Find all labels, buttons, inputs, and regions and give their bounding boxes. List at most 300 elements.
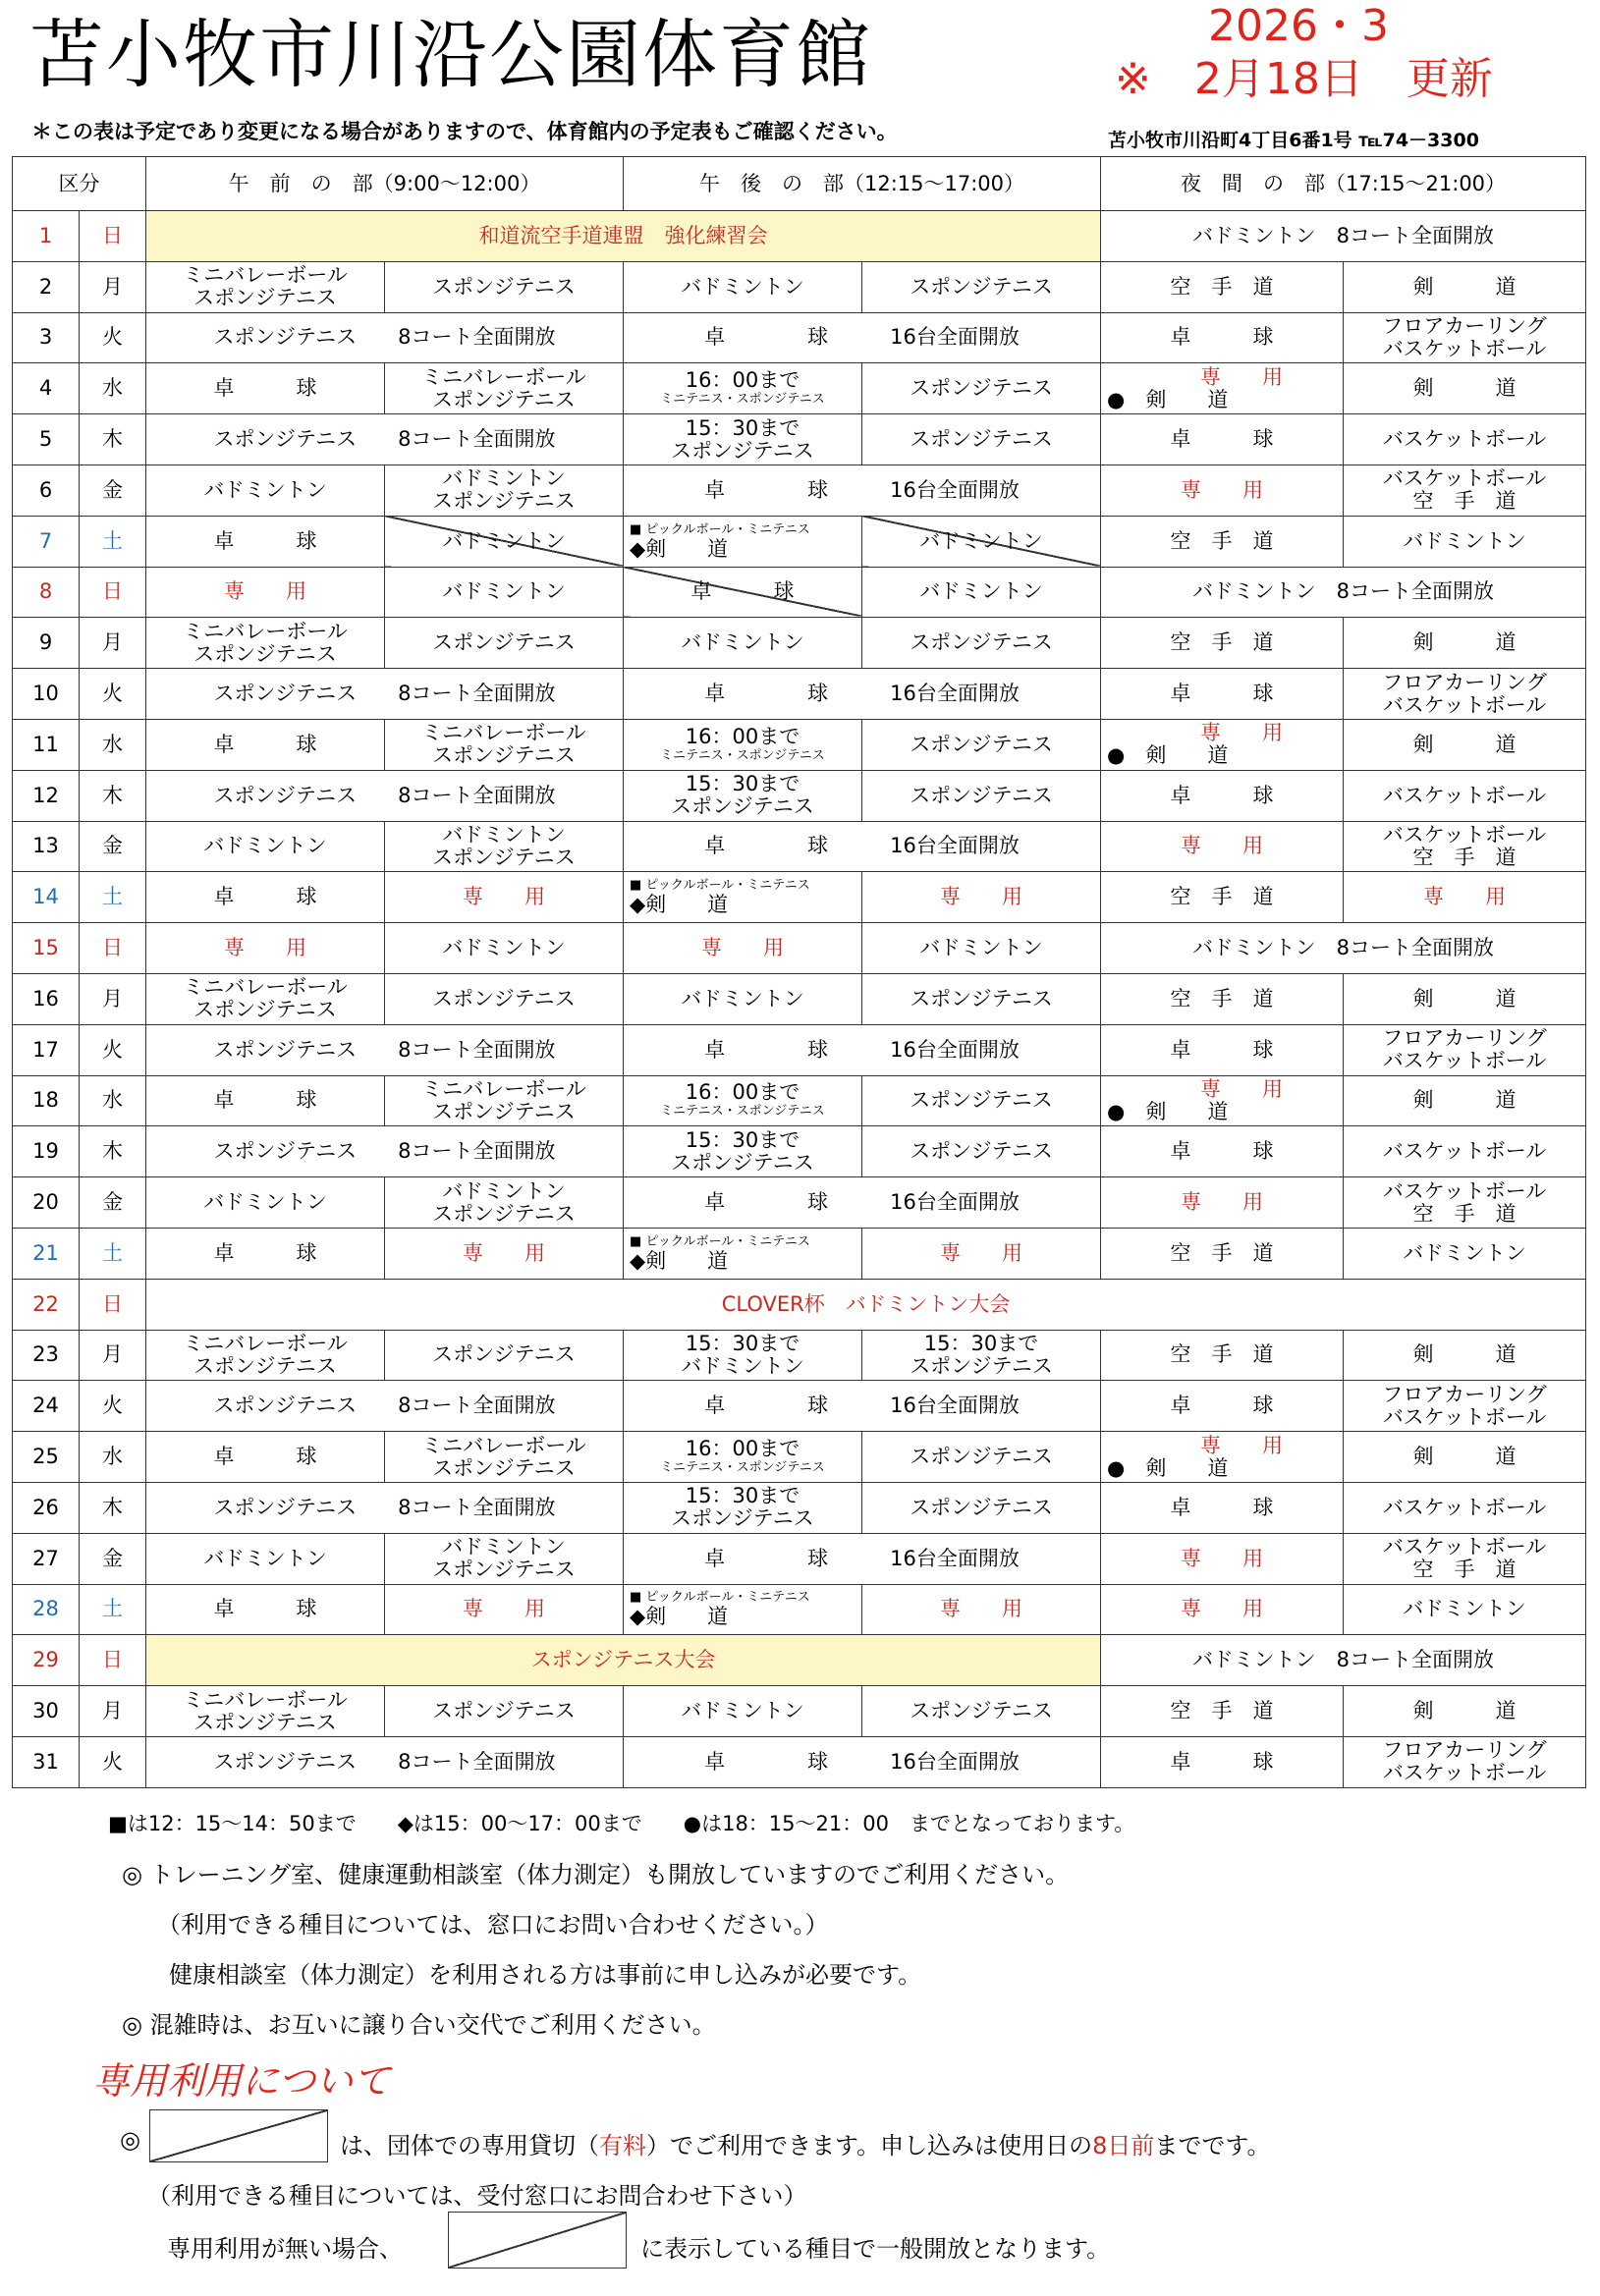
weekday: 月 xyxy=(80,1686,146,1737)
slot-line: 空 手 道 xyxy=(1412,1201,1517,1226)
schedule-cell: 剣 道 xyxy=(1344,973,1586,1024)
schedule-cell: バドミントン xyxy=(862,923,1101,974)
slot-line: バスケットボール xyxy=(1382,1049,1547,1073)
schedule-cell: 卓 球 xyxy=(146,719,385,770)
day-number: 29 xyxy=(13,1635,80,1686)
schedule-cell xyxy=(385,363,624,414)
table-row xyxy=(13,261,1586,312)
schedule-cell: 卓 球 xyxy=(146,1228,385,1279)
slot-line: バスケットボール xyxy=(1382,1535,1547,1559)
schedule-cell: 卓 球 xyxy=(146,872,385,923)
schedule-cell: バドミントン xyxy=(146,465,385,516)
slot-line: 16：00まで xyxy=(685,1080,800,1105)
day-number: 12 xyxy=(13,770,80,821)
schedule-cell: バスケットボール xyxy=(1344,414,1586,465)
slot-line: 15：30まで xyxy=(685,772,800,796)
weekday: 日 xyxy=(80,567,146,618)
schedule-cell xyxy=(385,719,624,770)
note-crowding: ◎ 混雑時は、お互いに譲り合い交代でご利用ください。 xyxy=(122,2011,716,2039)
schedule-cell: 空 手 道 xyxy=(1101,973,1344,1024)
slot-line: バドミントン xyxy=(681,1353,804,1378)
slot-line: フロアカーリング xyxy=(1382,670,1547,694)
schedule-cell xyxy=(1101,1432,1344,1483)
schedule-cell: スポンジテニス 8コート全面開放 xyxy=(146,1126,624,1177)
schedule-cell: バドミントン xyxy=(1344,516,1586,567)
slot-line: バドミントン xyxy=(442,822,566,847)
table-row xyxy=(13,211,1586,262)
header-morning: 午 前 の 部（9:00～12:00） xyxy=(146,157,624,211)
schedule-cell: 専 用 xyxy=(862,1228,1101,1279)
weekday: 金 xyxy=(80,1533,146,1584)
schedule-cell: スポンジテニス 8コート全面開放 xyxy=(146,414,624,465)
schedule-cell: スポンジテニス xyxy=(385,973,624,1024)
schedule-cell: 卓 球 xyxy=(1101,1482,1344,1533)
schedule-cell: スポンジテニス 8コート全面開放 xyxy=(146,1482,624,1533)
day-number: 11 xyxy=(13,719,80,770)
weekday: 日 xyxy=(80,923,146,974)
table-row xyxy=(13,312,1586,363)
schedule-cell: スポンジテニス xyxy=(862,770,1101,821)
schedule-cell: バドミントン xyxy=(862,567,1101,618)
slot-line: ◆剣 道 xyxy=(630,1248,729,1273)
table-row xyxy=(13,1432,1586,1483)
schedule-cell: バドミントン xyxy=(385,923,624,974)
slot-line: スポンジテニス xyxy=(432,387,576,411)
table-row xyxy=(13,1330,1586,1381)
table-row xyxy=(13,618,1586,669)
weekday: 日 xyxy=(80,211,146,262)
table-row xyxy=(13,516,1586,567)
schedule-cell xyxy=(624,1126,862,1177)
schedule-cell: 卓 球 16台全面開放 xyxy=(624,1177,1101,1229)
day-number: 2 xyxy=(13,261,80,312)
table-row xyxy=(13,1381,1586,1432)
schedule-cell: 専 用 xyxy=(862,1584,1101,1635)
schedule-cell: 専 用 xyxy=(1101,1533,1344,1584)
day-number: 14 xyxy=(13,872,80,923)
schedule-cell: 卓 球 xyxy=(624,567,862,618)
weekday: 水 xyxy=(80,719,146,770)
day-number: 15 xyxy=(13,923,80,974)
schedule-cell: 空 手 道 xyxy=(1101,516,1344,567)
schedule-cell xyxy=(146,1330,385,1381)
schedule-cell: 空 手 道 xyxy=(1101,872,1344,923)
schedule-cell: スポンジテニス xyxy=(862,363,1101,414)
day-number: 6 xyxy=(13,465,80,516)
schedule-cell: 専 用 xyxy=(385,1228,624,1279)
schedule-cell xyxy=(624,770,862,821)
slot-line: スポンジテニス xyxy=(193,641,337,666)
ex-general-open: に表示している種目で一般開放となります。 xyxy=(640,2235,1111,2263)
ex-no-exclusive: 専用利用が無い場合、 xyxy=(167,2235,403,2263)
schedule-cell: 卓 球 xyxy=(146,516,385,567)
slot-line: バスケットボール xyxy=(1382,1178,1547,1203)
weekday: 火 xyxy=(80,1024,146,1075)
schedule-cell: バスケットボール xyxy=(1344,1126,1586,1177)
schedule-cell: 卓 球 xyxy=(1101,1024,1344,1075)
slot-line: 空 手 道 xyxy=(1412,489,1517,514)
slot-line: ミニバレーボール xyxy=(183,1687,348,1712)
schedule-cell: 剣 道 xyxy=(1344,719,1586,770)
schedule-cell xyxy=(146,973,385,1024)
schedule-cell: 卓 球 16台全面開放 xyxy=(624,1381,1101,1432)
schedule-cell xyxy=(146,1686,385,1737)
all-day-event: CLOVER杯 バドミントン大会 xyxy=(146,1279,1586,1330)
schedule-cell: 専 用 xyxy=(1101,1584,1344,1635)
slot-line: バスケットボール xyxy=(1382,822,1547,847)
weekday: 土 xyxy=(80,1584,146,1635)
schedule-cell: 専 用 xyxy=(1101,465,1344,516)
weekday: 月 xyxy=(80,973,146,1024)
schedule-cell xyxy=(1344,669,1586,720)
schedule-cell: 空 手 道 xyxy=(1101,1330,1344,1381)
slot-line: ● 剣 道 xyxy=(1107,387,1229,411)
ex-mark: ◎ xyxy=(120,2126,140,2154)
weekday: 水 xyxy=(80,1075,146,1126)
weekday: 木 xyxy=(80,770,146,821)
schedule-cell: 剣 道 xyxy=(1344,1432,1586,1483)
weekday: 木 xyxy=(80,1126,146,1177)
schedule-cell: スポンジテニス xyxy=(862,1686,1101,1737)
table-row xyxy=(13,719,1586,770)
schedule-cell xyxy=(385,1533,624,1584)
slot-line: ミニバレーボール xyxy=(421,1076,586,1101)
table-row xyxy=(13,872,1586,923)
schedule-cell: 卓 球 xyxy=(146,1584,385,1635)
schedule-cell: スポンジテニス xyxy=(862,1126,1101,1177)
schedule-cell: 専 用 xyxy=(862,872,1101,923)
table-row xyxy=(13,973,1586,1024)
slot-line: バスケットボール xyxy=(1382,1761,1547,1785)
table-row xyxy=(13,1584,1586,1635)
slot-line: ミニバレーボール xyxy=(183,975,348,1000)
day-number: 27 xyxy=(13,1533,80,1584)
slot-line: ● 剣 道 xyxy=(1107,1455,1229,1480)
schedule-cell: 卓 球 xyxy=(1101,1126,1344,1177)
schedule-cell: 卓 球 xyxy=(146,1075,385,1126)
day-number: 10 xyxy=(13,669,80,720)
day-number: 9 xyxy=(13,618,80,669)
table-row xyxy=(13,465,1586,516)
schedule-cell: スポンジテニス xyxy=(385,618,624,669)
schedule-cell: スポンジテニス xyxy=(862,618,1101,669)
schedule-cell: バドミントン xyxy=(1344,1584,1586,1635)
weekday: 木 xyxy=(80,414,146,465)
table-row xyxy=(13,1126,1586,1177)
schedule-cell: 卓 球 16台全面開放 xyxy=(624,821,1101,872)
day-number: 7 xyxy=(13,516,80,567)
schedule-cell xyxy=(385,1432,624,1483)
weekday: 火 xyxy=(80,1736,146,1787)
weekday: 土 xyxy=(80,516,146,567)
slot-line: ミニバレーボール xyxy=(421,364,586,389)
schedule-cell: バドミントン xyxy=(385,516,624,567)
weekday: 土 xyxy=(80,1228,146,1279)
exclusive-rental-note: は、団体での専用貸切（有料）でご利用できます。申し込みは使用日の8日前までです。 xyxy=(340,2132,1271,2159)
slot-line: 空 手 道 xyxy=(1412,1558,1517,1582)
schedule-cell: バドミントン xyxy=(1344,1228,1586,1279)
schedule-table xyxy=(12,156,1586,1788)
schedule-cell: スポンジテニス 8コート全面開放 xyxy=(146,312,624,363)
schedule-cell xyxy=(1344,312,1586,363)
diagonal-box-sample-2 xyxy=(448,2212,627,2269)
day-number: 5 xyxy=(13,414,80,465)
slot-line: スポンジテニス xyxy=(432,1455,576,1480)
schedule-cell xyxy=(1101,1075,1344,1126)
day-number: 18 xyxy=(13,1075,80,1126)
schedule-cell xyxy=(624,1228,862,1279)
schedule-cell: バドミントン xyxy=(624,261,862,312)
schedule-cell: スポンジテニス 8コート全面開放 xyxy=(146,669,624,720)
schedule-cell: 剣 道 xyxy=(1344,1330,1586,1381)
slot-line: ミニバレーボール xyxy=(183,263,348,288)
slot-line: バスケットボール xyxy=(1382,466,1547,491)
schedule-cell: 専 用 xyxy=(146,923,385,974)
ex-inquiry: （利用できる種目については、受付窓口にお問合わせ下さい） xyxy=(147,2182,807,2210)
slot-line: 15：30まで xyxy=(685,1331,800,1355)
schedule-cell xyxy=(624,872,862,923)
slot-line: バドミントン xyxy=(442,1178,566,1203)
schedule-cell xyxy=(624,414,862,465)
day-number: 28 xyxy=(13,1584,80,1635)
slot-line: ミニテニス・スポンジテニス xyxy=(660,392,825,408)
slot-line: スポンジテニス xyxy=(671,438,814,463)
schedule-cell: スポンジテニス xyxy=(862,1075,1101,1126)
schedule-cell xyxy=(624,1432,862,1483)
slot-line: フロアカーリング xyxy=(1382,313,1547,338)
schedule-cell: 専 用 xyxy=(1101,821,1344,872)
schedule-notice: ＊この表は予定であり変更になる場合がありますので、体育館内の予定表もご確認ください。 xyxy=(31,120,898,143)
slot-line: 16：00まで xyxy=(685,1437,800,1461)
schedule-cell: 卓 球 16台全面開放 xyxy=(624,312,1101,363)
schedule-cell xyxy=(146,618,385,669)
slot-line: スポンジテニス xyxy=(432,845,576,869)
day-number: 4 xyxy=(13,363,80,414)
slot-line: 15：30まで xyxy=(685,1484,800,1508)
slot-line: ミニテニス・スポンジテニス xyxy=(660,1460,825,1476)
schedule-cell xyxy=(624,719,862,770)
schedule-cell: バドミントン xyxy=(146,1177,385,1229)
schedule-cell: スポンジテニス xyxy=(862,973,1101,1024)
slot-line: バドミントン xyxy=(442,1535,566,1559)
slot-line: 15：30まで xyxy=(685,415,800,440)
schedule-cell xyxy=(385,465,624,516)
weekday: 土 xyxy=(80,872,146,923)
slot-line: ミニバレーボール xyxy=(183,619,348,643)
slot-line: スポンジテニス xyxy=(671,1506,814,1531)
schedule-cell: 卓 球 xyxy=(1101,414,1344,465)
schedule-cell: バドミントン xyxy=(624,973,862,1024)
event-cell: 和道流空手道連盟 強化練習会 xyxy=(146,211,1101,262)
slot-line: スポンジテニス xyxy=(432,743,576,768)
schedule-cell xyxy=(1101,363,1344,414)
table-row xyxy=(13,1228,1586,1279)
schedule-cell: スポンジテニス xyxy=(862,1482,1101,1533)
table-row xyxy=(13,363,1586,414)
schedule-cell: 卓 球 16台全面開放 xyxy=(624,1024,1101,1075)
time-legend: ■は12：15～14：50まで ◆は15：00～17：00まで ●は18：15～21：00 までとなっております。 xyxy=(108,1812,1135,1835)
table-row xyxy=(13,567,1586,618)
weekday: 日 xyxy=(80,1279,146,1330)
slot-line: バスケットボール xyxy=(1382,1404,1547,1429)
schedule-cell xyxy=(146,261,385,312)
day-number: 1 xyxy=(13,211,80,262)
schedule-cell: 卓 球 16台全面開放 xyxy=(624,669,1101,720)
schedule-cell xyxy=(385,1075,624,1126)
note-fitness-test: 健康相談室（体力測定）を利用される方は事前に申し込みが必要です。 xyxy=(169,1961,922,1989)
table-row xyxy=(13,1736,1586,1787)
page-title: 苫小牧市川沿公園体育館 xyxy=(29,11,872,98)
table-row xyxy=(13,1177,1586,1229)
schedule-cell xyxy=(1344,821,1586,872)
slot-line: スポンジテニス xyxy=(193,1710,337,1734)
note-inquiry: （利用できる種目については、窓口にお問い合わせください。） xyxy=(157,1911,829,1939)
event-cell: スポンジテニス大会 xyxy=(146,1635,1101,1686)
schedule-cell xyxy=(1344,1533,1586,1584)
schedule-cell: 剣 道 xyxy=(1344,618,1586,669)
schedule-cell xyxy=(624,363,862,414)
schedule-cell: スポンジテニス 8コート全面開放 xyxy=(146,1736,624,1787)
schedule-cell: 専 用 xyxy=(385,872,624,923)
table-row xyxy=(13,1279,1586,1330)
day-number: 20 xyxy=(13,1177,80,1229)
diagonal-box-sample xyxy=(149,2109,328,2162)
schedule-cell: 卓 球 xyxy=(1101,669,1344,720)
slot-line: 16：00まで xyxy=(685,368,800,393)
facility-address: 苫小牧市川沿町4丁目6番1号 ℡74－3300 xyxy=(1108,130,1479,151)
note-training-room: ◎ トレーニング室、健康運動相談室（体力測定）も開放していますのでご利用ください。 xyxy=(122,1861,1070,1888)
schedule-cell xyxy=(624,1584,862,1635)
schedule-cell: バスケットボール xyxy=(1344,770,1586,821)
schedule-cell: 卓 球 xyxy=(1101,770,1344,821)
slot-line: ◆剣 道 xyxy=(630,536,729,561)
schedule-cell: 専 用 xyxy=(1344,872,1586,923)
schedule-cell: 卓 球 16台全面開放 xyxy=(624,1533,1101,1584)
day-number: 25 xyxy=(13,1432,80,1483)
slot-line: ■ ピックルボール・ミニテニス xyxy=(630,1590,810,1606)
table-header-row xyxy=(13,157,1586,211)
slot-line: 15：30まで xyxy=(685,1127,800,1152)
day-number: 3 xyxy=(13,312,80,363)
schedule-cell: 剣 道 xyxy=(1344,1686,1586,1737)
schedule-cell: バドミントン xyxy=(146,1533,385,1584)
weekday: 月 xyxy=(80,1330,146,1381)
slot-line: スポンジテニス xyxy=(432,1558,576,1582)
schedule-cell: 空 手 道 xyxy=(1101,1686,1344,1737)
slot-line: ミニバレーボール xyxy=(421,1433,586,1457)
weekday: 火 xyxy=(80,669,146,720)
schedule-cell: 専 用 xyxy=(1101,1177,1344,1229)
schedule-cell: スポンジテニス 8コート全面開放 xyxy=(146,1381,624,1432)
schedule-cell: 空 手 道 xyxy=(1101,1228,1344,1279)
table-row xyxy=(13,669,1586,720)
slot-line: フロアカーリング xyxy=(1382,1026,1547,1051)
day-number: 26 xyxy=(13,1482,80,1533)
slot-line: 16：00まで xyxy=(685,724,800,748)
slot-line: フロアカーリング xyxy=(1382,1738,1547,1763)
schedule-cell: 剣 道 xyxy=(1344,261,1586,312)
day-number: 13 xyxy=(13,821,80,872)
schedule-cell: スポンジテニス xyxy=(862,719,1101,770)
weekday: 月 xyxy=(80,261,146,312)
header-kubun: 区分 xyxy=(13,157,146,211)
schedule-cell: スポンジテニス 8コート全面開放 xyxy=(146,1024,624,1075)
slot-line: 専 用 xyxy=(1200,721,1284,745)
table-row xyxy=(13,821,1586,872)
table-row xyxy=(13,1533,1586,1584)
weekday: 火 xyxy=(80,312,146,363)
schedule-cell: 卓 球 xyxy=(146,363,385,414)
weekday: 火 xyxy=(80,1381,146,1432)
schedule-cell: スポンジテニス xyxy=(385,261,624,312)
slot-line: スポンジテニス xyxy=(671,794,814,819)
schedule-cell xyxy=(1344,1177,1586,1229)
slot-line: 専 用 xyxy=(1200,1076,1284,1101)
slot-line: 空 手 道 xyxy=(1412,845,1517,869)
slot-line: スポンジテニス xyxy=(193,1353,337,1378)
slot-line: バスケットボール xyxy=(1382,336,1547,360)
schedule-cell: 空 手 道 xyxy=(1101,261,1344,312)
schedule-cell: バドミントン xyxy=(624,1686,862,1737)
slot-line: 専 用 xyxy=(1200,364,1284,389)
schedule-cell xyxy=(1344,1024,1586,1075)
schedule-cell xyxy=(385,1177,624,1229)
weekday: 水 xyxy=(80,1432,146,1483)
schedule-cell: 卓 球 xyxy=(1101,1736,1344,1787)
schedule-cell: 卓 球 xyxy=(1101,1381,1344,1432)
table-row xyxy=(13,1635,1586,1686)
weekday: 月 xyxy=(80,618,146,669)
slot-line: 15：30まで xyxy=(923,1331,1039,1355)
slot-line: フロアカーリング xyxy=(1382,1382,1547,1406)
schedule-cell: 専 用 xyxy=(385,1584,624,1635)
table-row xyxy=(13,1686,1586,1737)
schedule-cell: スポンジテニス xyxy=(862,414,1101,465)
schedule-cell: スポンジテニス 8コート全面開放 xyxy=(146,770,624,821)
updated-date: ※ 2月18日 更新 xyxy=(1115,54,1493,104)
day-number: 21 xyxy=(13,1228,80,1279)
schedule-cell: スポンジテニス xyxy=(385,1686,624,1737)
table-row xyxy=(13,1024,1586,1075)
schedule-cell: 剣 道 xyxy=(1344,363,1586,414)
header-afternoon: 午 後 の 部（12:15～17:00） xyxy=(624,157,1101,211)
schedule-cell: バドミントン xyxy=(385,567,624,618)
slot-line: ミニテニス・スポンジテニス xyxy=(660,1104,825,1120)
schedule-cell xyxy=(1101,719,1344,770)
slot-line: ◆剣 道 xyxy=(630,1605,729,1629)
slot-line: スポンジテニス xyxy=(193,998,337,1022)
schedule-cell: バドミントン xyxy=(624,618,862,669)
schedule-cell: バドミントン xyxy=(146,821,385,872)
slot-line: スポンジテニス xyxy=(910,1353,1053,1378)
schedule-cell: バドミントン xyxy=(862,516,1101,567)
weekday: 日 xyxy=(80,1635,146,1686)
slot-line: ◆剣 道 xyxy=(630,893,729,917)
weekday: 水 xyxy=(80,363,146,414)
day-number: 23 xyxy=(13,1330,80,1381)
day-number: 8 xyxy=(13,567,80,618)
slot-line: スポンジテニス xyxy=(432,1099,576,1123)
schedule-cell: スポンジテニス xyxy=(862,261,1101,312)
slot-line: ● 剣 道 xyxy=(1107,743,1229,768)
slot-line: ■ ピックルボール・ミニテニス xyxy=(630,1233,810,1249)
schedule-cell: バスケットボール xyxy=(1344,1482,1586,1533)
day-number: 30 xyxy=(13,1686,80,1737)
schedule-cell xyxy=(862,1330,1101,1381)
schedule-cell: 空 手 道 xyxy=(1101,618,1344,669)
table-row xyxy=(13,770,1586,821)
day-number: 19 xyxy=(13,1126,80,1177)
